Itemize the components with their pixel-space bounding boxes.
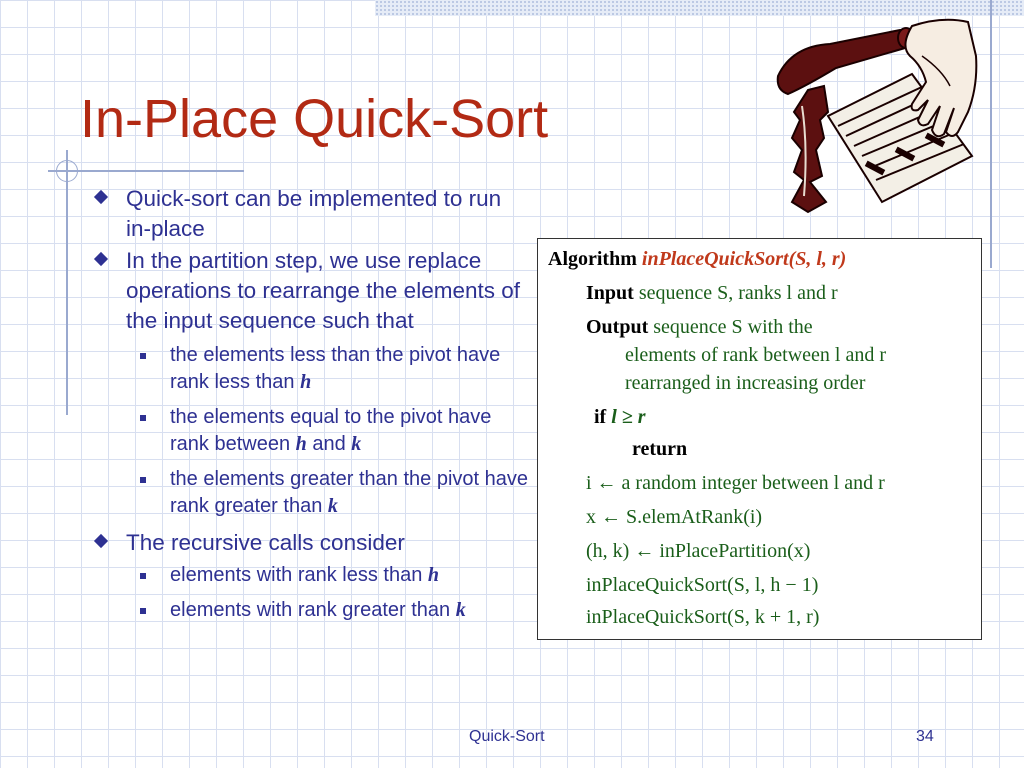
algo-args: (S, l, r) <box>788 248 847 270</box>
bullet-item <box>92 246 532 336</box>
bullet-item <box>92 184 532 244</box>
sub-bullet-item <box>92 597 532 624</box>
algo-keyword: Input <box>586 282 634 304</box>
math-variable: h <box>300 371 312 393</box>
diamond-bullet-icon <box>94 252 108 266</box>
algo-function-name: inPlaceQuickSort <box>641 248 789 270</box>
algo-statement-line: inPlaceQuickSort(S, k + 1, r) <box>586 606 820 628</box>
algo-keyword: if <box>594 406 607 428</box>
right-vertical-rule <box>990 0 992 268</box>
bullet-list <box>92 184 532 632</box>
algo-text: l ≥ r <box>611 406 646 428</box>
algo-output-line <box>586 315 813 340</box>
square-bullet-icon <box>140 353 146 359</box>
top-decorative-band <box>375 0 1024 16</box>
bullet-text: In the partition step, we use replace operations to rearrange the elements of the input sequence such that <box>126 248 520 333</box>
algo-input-line <box>586 281 838 306</box>
sub-bullet-text: the elements greater than the pivot have rank greater than <box>170 468 529 517</box>
slide-title: In-Place Quick-Sort <box>80 89 549 149</box>
footer-title: Quick-Sort <box>469 728 545 745</box>
algo-statement-line: x ← S.elemAtRank(i) <box>586 506 763 528</box>
algo-text: sequence S, ranks l and r <box>638 282 838 304</box>
sub-bullet-text: the elements equal to the pivot have rank between <box>170 406 492 455</box>
math-variable: k <box>351 433 362 455</box>
algo-if-line <box>594 405 646 430</box>
algo-return-line <box>632 437 687 462</box>
algo-statement-line: inPlaceQuickSort(S, l, h − 1) <box>586 574 819 596</box>
square-bullet-icon <box>140 415 146 421</box>
algo-output-line: elements of rank between l and r <box>625 344 887 366</box>
algo-keyword: return <box>632 438 688 460</box>
sub-bullet-text: the elements less than the pivot have rank less than <box>170 344 501 393</box>
page-number: 34 <box>916 728 934 745</box>
algo-statement-line: i ← a random integer between l and r <box>586 472 885 494</box>
sub-bullet-item <box>92 466 532 520</box>
math-variable: k <box>455 599 466 621</box>
left-vertical-rule <box>66 150 68 415</box>
sub-bullet-text: elements with rank greater than <box>170 599 456 621</box>
square-bullet-icon <box>140 477 146 483</box>
algorithm-box <box>537 238 982 640</box>
diamond-bullet-icon <box>94 190 108 204</box>
sub-bullet-item <box>92 404 532 458</box>
hand-playing-piano-keys-clipart <box>772 16 982 216</box>
square-bullet-icon <box>140 573 146 579</box>
math-variable: k <box>327 495 338 517</box>
algo-statement-line: (h, k) ← inPlacePartition(x) <box>586 540 811 562</box>
diamond-bullet-icon <box>94 534 108 548</box>
bullet-text: The recursive calls consider <box>126 530 405 555</box>
sub-bullet-item <box>92 562 532 589</box>
algo-header-line <box>548 247 846 272</box>
algo-text: sequence S with the <box>653 316 813 338</box>
math-variable: h <box>295 433 307 455</box>
ring-decoration-icon <box>56 160 78 182</box>
sub-bullet-text: elements with rank less than <box>170 564 428 586</box>
bullet-text: Quick-sort can be implemented to run in-place <box>126 186 502 241</box>
square-bullet-icon <box>140 608 146 614</box>
sub-bullet-item <box>92 342 532 396</box>
algo-output-line: rearranged in increasing order <box>625 372 866 394</box>
algo-keyword: Algorithm <box>548 248 637 270</box>
bullet-item <box>92 528 532 558</box>
sub-bullet-text: and <box>306 433 352 455</box>
algo-keyword: Output <box>586 316 649 338</box>
math-variable: h <box>427 564 440 586</box>
